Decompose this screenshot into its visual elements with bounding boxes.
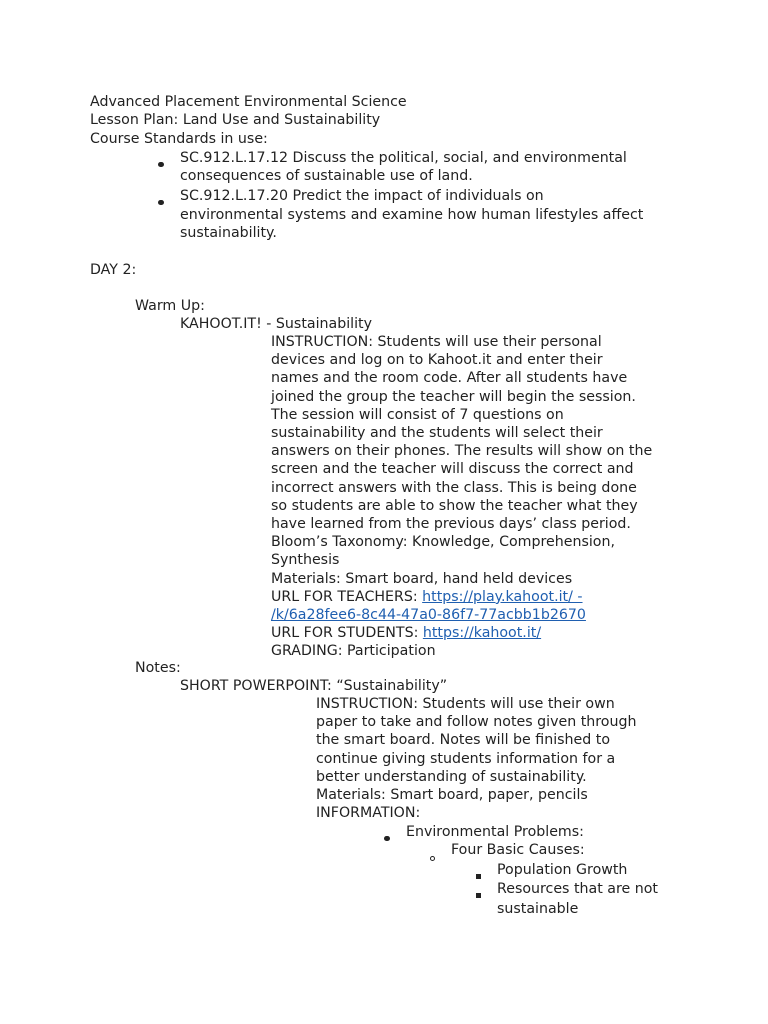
warmup-activity: KAHOOT.IT! - Sustainability bbox=[180, 316, 372, 332]
standard-2-line-1: SC.912.L.17.20 Predict the impact of individuals on bbox=[180, 188, 544, 204]
course-title: Advanced Placement Environmental Science bbox=[90, 94, 407, 110]
cause-item-cont: sustainable bbox=[497, 901, 579, 917]
instruction-line: the smart board. Notes will be finished to bbox=[316, 732, 611, 749]
environmental-problems: Environmental Problems: bbox=[406, 824, 584, 840]
student-url-line bbox=[271, 624, 652, 642]
cause-item: Population Growth bbox=[497, 862, 628, 878]
cause-item: Resources that are not bbox=[497, 881, 658, 897]
teacher-url-link-cont[interactable]: /k/6a28fee6-8c44-47a0-86f7-77acbb1b2670 bbox=[271, 607, 586, 624]
instruction-line: screen and the teacher will discuss the correct and bbox=[271, 461, 634, 478]
warmup-materials: Materials: Smart board, hand held devices bbox=[271, 570, 573, 587]
warmup-instruction bbox=[271, 333, 652, 661]
four-basic-causes: Four Basic Causes: bbox=[451, 842, 585, 858]
teacher-url-line bbox=[271, 588, 652, 606]
instruction-line: INSTRUCTION: Students will use their own bbox=[316, 696, 615, 712]
notes-materials: Materials: Smart board, paper, pencils bbox=[316, 787, 588, 804]
bullet-icon bbox=[158, 192, 164, 210]
standard-2-line-2: environmental systems and examine how human lifestyles affect bbox=[180, 207, 644, 223]
standard-2-line-3: sustainability. bbox=[180, 225, 277, 241]
notes-activity: SHORT POWERPOINT: “Sustainability” bbox=[180, 678, 448, 694]
warmup-label: Warm Up: bbox=[135, 298, 205, 314]
bloom-line-1: Bloom’s Taxonomy: Knowledge, Comprehension, bbox=[271, 534, 615, 551]
information-label: INFORMATION: bbox=[316, 805, 421, 822]
lesson-plan-title: Lesson Plan: Land Use and Sustainability bbox=[90, 112, 381, 128]
square-bullet-icon bbox=[476, 885, 481, 903]
instruction-line: The session will consist of 7 questions on bbox=[271, 406, 564, 423]
instruction-line: devices and log on to Kahoot.it and enter their bbox=[271, 352, 603, 369]
teacher-url-line-2 bbox=[271, 606, 652, 624]
instruction-line: better understanding of sustainability. bbox=[316, 768, 587, 785]
instruction-line: names and the room code. After all students have bbox=[271, 370, 628, 387]
teacher-url-label: URL FOR TEACHERS: bbox=[271, 588, 423, 605]
instruction-line: so students are able to show the teacher what they bbox=[271, 497, 638, 514]
instruction-line: joined the group the teacher will begin the session. bbox=[271, 388, 636, 405]
instruction-line: incorrect answers with the class. This is being done bbox=[271, 479, 637, 496]
instruction-line: have learned from the previous days’ class period. bbox=[271, 516, 631, 533]
instruction-line: INSTRUCTION: Students will use their personal bbox=[271, 334, 602, 350]
bullet-icon bbox=[158, 154, 164, 172]
bloom-line-2: Synthesis bbox=[271, 552, 340, 569]
square-bullet-icon bbox=[476, 866, 481, 884]
grading-line: GRADING: Participation bbox=[271, 643, 436, 660]
notes-instruction bbox=[316, 695, 636, 822]
instruction-line: paper to take and follow notes given through bbox=[316, 714, 637, 731]
standard-1-line-2: consequences of sustainable use of land. bbox=[180, 168, 473, 184]
instruction-line: continue giving students information for a bbox=[316, 750, 616, 767]
day-heading: DAY 2: bbox=[90, 262, 137, 278]
student-url-label: URL FOR STUDENTS: bbox=[271, 625, 423, 642]
instruction-line: answers on their phones. The results will show on the bbox=[271, 443, 653, 460]
circle-bullet-icon bbox=[430, 848, 435, 866]
bullet-icon bbox=[384, 828, 390, 846]
teacher-url-link[interactable]: https://play.kahoot.it/ - bbox=[422, 588, 583, 605]
standard-1-line-1: SC.912.L.17.12 Discuss the political, social, and environmental bbox=[180, 150, 627, 166]
notes-label: Notes: bbox=[135, 660, 181, 676]
standards-label: Course Standards in use: bbox=[90, 131, 268, 147]
instruction-line: sustainability and the students will select their bbox=[271, 425, 603, 442]
student-url-link[interactable]: https://kahoot.it/ bbox=[422, 625, 542, 642]
